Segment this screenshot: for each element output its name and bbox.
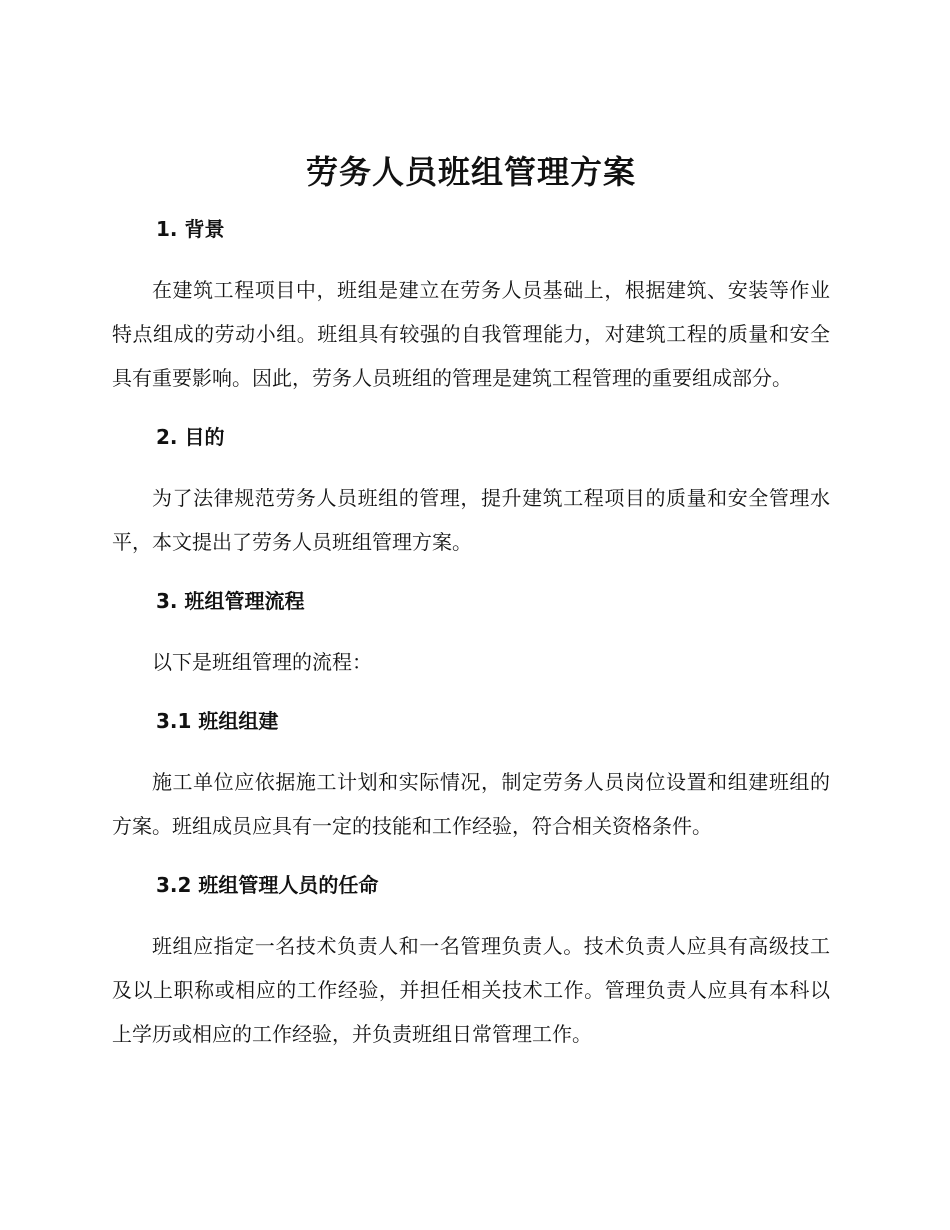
document-title: 劳务人员班组管理方案 <box>305 153 636 191</box>
section-heading-team-formation: 3.1 班组组建 <box>156 709 279 733</box>
section-paragraph-background: 在建筑工程项目中，班组是建立在劳务人员基础上，根据建筑、安装等作业特点组成的劳动小组。班组具有较强的自我管理能力，对建筑工程的质量和安全具有重要影响。因此，劳务人员班组的管理是建筑工程管理的重要组成部分。 <box>112 278 830 390</box>
section-heading-process: 3. 班组管理流程 <box>156 589 305 613</box>
section-paragraph-purpose: 为了法律规范劳务人员班组的管理，提升建筑工程项目的质量和安全管理水平，本文提出了劳务人员班组管理方案。 <box>112 486 830 554</box>
section-paragraph-manager-appointment: 班组应指定一名技术负责人和一名管理负责人。技术负责人应具有高级技工及以上职称或相应的工作经验，并担任相关技术工作。管理负责人应具有本科以上学历或相应的工作经验，并负责班组日常管理工作。 <box>112 934 830 1046</box>
section-heading-manager-appointment: 3.2 班组管理人员的任命 <box>156 873 379 897</box>
section-paragraph-process: 以下是班组管理的流程： <box>152 650 372 674</box>
section-paragraph-team-formation: 施工单位应依据施工计划和实际情况，制定劳务人员岗位设置和组建班组的方案。班组成员应具有一定的技能和工作经验，符合相关资格条件。 <box>112 770 830 838</box>
section-heading-purpose: 2. 目的 <box>156 425 225 449</box>
section-heading-background: 1. 背景 <box>156 217 225 241</box>
